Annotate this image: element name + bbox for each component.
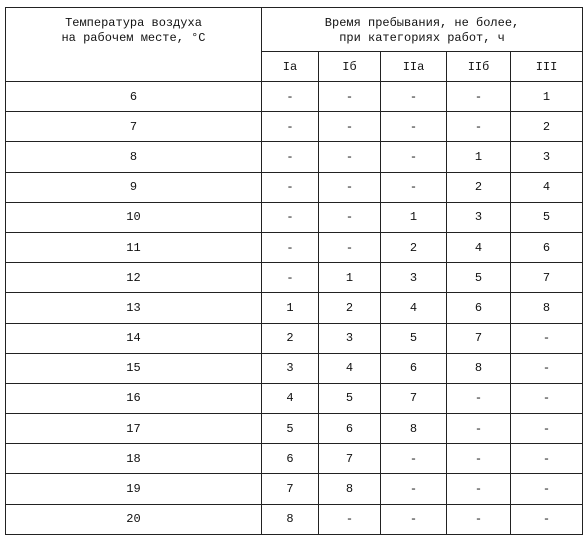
time-cell: - xyxy=(381,474,447,504)
time-cell: 2 xyxy=(511,112,583,142)
time-cell: 1 xyxy=(262,293,319,323)
temperature-cell: 17 xyxy=(6,414,262,444)
header-temperature: Температура воздуха на рабочем месте, °С xyxy=(6,8,262,82)
table-row xyxy=(6,232,583,262)
table-row xyxy=(6,383,583,413)
temperature-cell: 12 xyxy=(6,263,262,293)
table-row xyxy=(6,112,583,142)
time-cell: 3 xyxy=(319,323,381,353)
time-cell: 4 xyxy=(381,293,447,323)
time-cell: - xyxy=(319,202,381,232)
time-cell: 7 xyxy=(511,263,583,293)
time-cell: 1 xyxy=(447,142,511,172)
time-cell: 6 xyxy=(381,353,447,383)
time-cell: - xyxy=(319,504,381,534)
time-cell: 6 xyxy=(262,444,319,474)
table-row xyxy=(6,504,583,534)
time-cell: 2 xyxy=(447,172,511,202)
time-cell: 7 xyxy=(262,474,319,504)
time-cell: 5 xyxy=(262,414,319,444)
time-cell: 3 xyxy=(447,202,511,232)
time-cell: - xyxy=(447,383,511,413)
table-row xyxy=(6,172,583,202)
time-cell: - xyxy=(262,82,319,112)
time-cell: - xyxy=(511,323,583,353)
time-cell: - xyxy=(447,112,511,142)
table-row xyxy=(6,444,583,474)
time-cell: - xyxy=(511,444,583,474)
time-cell: 6 xyxy=(447,293,511,323)
time-cell: 7 xyxy=(319,444,381,474)
time-cell: - xyxy=(511,504,583,534)
time-cell: - xyxy=(319,112,381,142)
category-header: Iа xyxy=(262,52,319,82)
time-cell: - xyxy=(262,263,319,293)
time-cell: 8 xyxy=(447,353,511,383)
temperature-cell: 9 xyxy=(6,172,262,202)
time-cell: 7 xyxy=(381,383,447,413)
time-cell: - xyxy=(262,232,319,262)
time-cell: - xyxy=(511,383,583,413)
table-row xyxy=(6,323,583,353)
table-row xyxy=(6,414,583,444)
time-cell: 2 xyxy=(381,232,447,262)
time-cell: 4 xyxy=(319,353,381,383)
time-cell: 1 xyxy=(511,82,583,112)
time-cell: 3 xyxy=(511,142,583,172)
time-cell: 5 xyxy=(511,202,583,232)
time-cell: 3 xyxy=(262,353,319,383)
temperature-cell: 20 xyxy=(6,504,262,534)
time-cell: - xyxy=(381,142,447,172)
time-cell: - xyxy=(319,142,381,172)
time-cell: 4 xyxy=(447,232,511,262)
temperature-cell: 7 xyxy=(6,112,262,142)
temperature-time-table xyxy=(5,7,583,535)
table-row xyxy=(6,142,583,172)
header-time: Время пребывания, не более, при категориях работ, ч xyxy=(262,8,583,52)
time-cell: 5 xyxy=(381,323,447,353)
category-header: IIб xyxy=(447,52,511,82)
table-row xyxy=(6,293,583,323)
temperature-cell: 11 xyxy=(6,232,262,262)
time-cell: - xyxy=(381,172,447,202)
time-cell: 5 xyxy=(319,383,381,413)
time-cell: - xyxy=(262,112,319,142)
time-cell: 1 xyxy=(381,202,447,232)
time-cell: - xyxy=(319,172,381,202)
time-cell: 2 xyxy=(262,323,319,353)
category-header: Iб xyxy=(319,52,381,82)
time-cell: 8 xyxy=(262,504,319,534)
temperature-cell: 14 xyxy=(6,323,262,353)
time-cell: 7 xyxy=(447,323,511,353)
time-cell: 4 xyxy=(262,383,319,413)
temperature-cell: 16 xyxy=(6,383,262,413)
time-cell: - xyxy=(381,82,447,112)
time-cell: 8 xyxy=(511,293,583,323)
time-cell: - xyxy=(381,504,447,534)
time-cell: - xyxy=(381,444,447,474)
time-cell: 6 xyxy=(511,232,583,262)
time-cell: - xyxy=(447,82,511,112)
time-cell: - xyxy=(511,474,583,504)
time-cell: - xyxy=(262,172,319,202)
time-cell: 3 xyxy=(381,263,447,293)
time-cell: - xyxy=(511,353,583,383)
time-cell: - xyxy=(319,232,381,262)
time-cell: - xyxy=(447,474,511,504)
time-cell: - xyxy=(381,112,447,142)
time-cell: - xyxy=(511,414,583,444)
time-cell: 2 xyxy=(319,293,381,323)
time-cell: - xyxy=(447,414,511,444)
category-header: III xyxy=(511,52,583,82)
time-cell: - xyxy=(262,142,319,172)
temperature-cell: 8 xyxy=(6,142,262,172)
temperature-cell: 18 xyxy=(6,444,262,474)
time-cell: 6 xyxy=(319,414,381,444)
time-cell: 4 xyxy=(511,172,583,202)
table-row xyxy=(6,353,583,383)
time-cell: - xyxy=(447,504,511,534)
time-cell: 8 xyxy=(381,414,447,444)
temperature-cell: 19 xyxy=(6,474,262,504)
temperature-cell: 10 xyxy=(6,202,262,232)
temperature-cell: 15 xyxy=(6,353,262,383)
table-row xyxy=(6,263,583,293)
time-cell: 8 xyxy=(319,474,381,504)
category-header: IIа xyxy=(381,52,447,82)
time-cell: - xyxy=(319,82,381,112)
time-cell: - xyxy=(447,444,511,474)
time-cell: 5 xyxy=(447,263,511,293)
table-row xyxy=(6,474,583,504)
table-row xyxy=(6,82,583,112)
table-row xyxy=(6,202,583,232)
time-cell: - xyxy=(262,202,319,232)
temperature-cell: 6 xyxy=(6,82,262,112)
time-cell: 1 xyxy=(319,263,381,293)
temperature-cell: 13 xyxy=(6,293,262,323)
